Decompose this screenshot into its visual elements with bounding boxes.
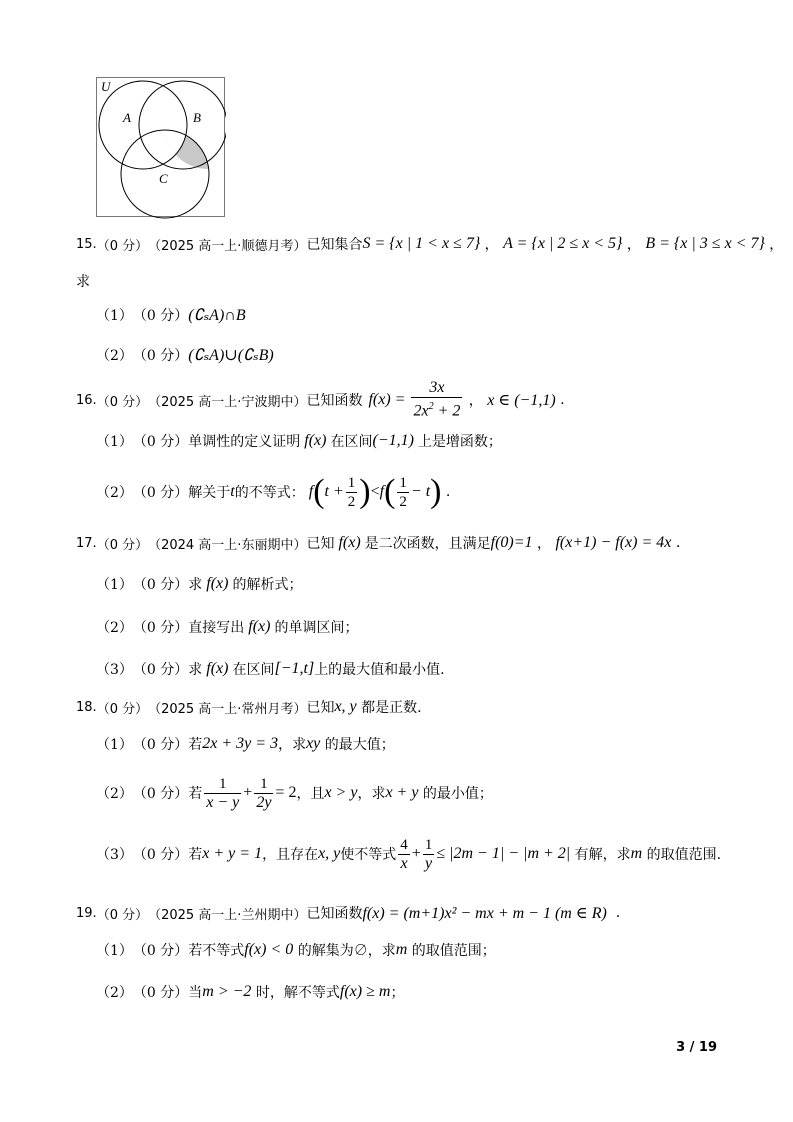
part-score: （0 分） [132, 308, 189, 324]
stem-text: 已知函数 [306, 393, 363, 409]
part-label: （3） [96, 847, 133, 863]
q17-stem: 17. （0 分） （2024 高一上·东丽期中） 已知 f(x) 是二次函数，且满足 f(0)=1 ， f(x+1) − f(x) = 4x . [76, 534, 681, 553]
q17-part-1: （1） （0 分） 求 f(x) 的解析式； [96, 575, 303, 593]
source: （2024 高一上·东丽期中） [148, 537, 307, 553]
q15-part-2 [96, 343, 274, 367]
part-score: （0 分） [132, 485, 189, 501]
function-def: f(x) = (m+1)x² − mx + m − 1 (m ∈ R) [362, 905, 607, 922]
part-label: （1） [96, 308, 133, 324]
set-c-label: C [159, 171, 168, 186]
set-a-def: A = {x | 2 ≤ x < 5} [503, 235, 623, 252]
question-number: 15. [76, 236, 97, 252]
universe-box [97, 78, 225, 217]
part-score: （0 分） [132, 577, 189, 593]
score: （0 分） [96, 238, 149, 254]
question-number: 19. [76, 905, 97, 921]
score: （0 分） [96, 537, 149, 553]
set-a-circle [99, 81, 187, 169]
source: （2025 高一上·常州月考） [148, 701, 307, 717]
part-label: （2） [96, 485, 133, 501]
condition-1: f(0)=1 [490, 534, 533, 551]
set-b-label: B [193, 110, 201, 125]
function-fraction: $\frac{3x}{2x^2 + 2}$ [413, 379, 461, 420]
q19-part-2: （2） （0 分） 当 m > −2 时，解不等式 f(x) ≥ m ； [96, 983, 405, 1001]
page-number: 3 / 19 [676, 1040, 717, 1055]
question-number: 16. [76, 392, 97, 408]
interval: [−1,t] [274, 660, 315, 677]
part-score: （0 分） [132, 737, 189, 753]
q17-part-3: （3） （0 分） 求 f(x) 在区间 [−1,t] 上的最大值和最小值. [96, 660, 445, 678]
q18-stem: 18. （0 分） （2025 高一上·常州月考） 已知 x, y 都是正数. [76, 698, 422, 717]
q16-part-2: （2） （0 分） 解关于 t 的不等式： f ( t + $\frac{1}{2}$ ) < f ( $\frac{1}{2}$ − t ) . [96, 473, 451, 510]
source: （2025 高一上·顺德月考） [148, 238, 307, 254]
ask-text: 求 [76, 274, 90, 290]
score: （0 分） [96, 394, 149, 410]
part-label: （2） [96, 786, 133, 802]
q19-stem: 19. （0 分） （2025 高一上·兰州期中） 已知函数 f(x) = (m+1)x² − mx + m − 1 (m ∈ R) . [76, 905, 621, 923]
domain: x ∈ (−1,1) [487, 392, 556, 409]
part-label: （2） [96, 620, 133, 636]
question-number: 18. [76, 699, 97, 715]
venn-diagram [96, 77, 226, 219]
part-score: （0 分） [132, 786, 189, 802]
part-expr: (∁ₛA)∪(∁ₛB) [188, 347, 274, 364]
part-score: （0 分） [132, 985, 189, 1001]
q16-part-1: （1） （0 分） 单调性的定义证明 f(x) 在区间 (−1,1) 上是增函数； [96, 432, 502, 450]
condition-2: f(x+1) − f(x) = 4x [555, 534, 672, 551]
part-expr: (∁ₛA)∩B [188, 307, 246, 324]
part-score: （0 分） [132, 847, 189, 863]
question-number: 17. [76, 535, 97, 551]
q15-part-1 [96, 303, 246, 327]
part-label: （1） [96, 737, 133, 753]
part-label: （2） [96, 985, 133, 1001]
part-label: （2） [96, 348, 133, 364]
q15-ask [76, 270, 90, 292]
score: （0 分） [96, 701, 149, 717]
universe-label: U [101, 79, 111, 94]
part-score: （0 分） [132, 620, 189, 636]
part-label: （1） [96, 434, 133, 450]
part-score: （0 分） [132, 434, 189, 450]
q19-part-1: （1） （0 分） 若不等式 f(x) < 0 的解集为∅，求 m 的取值范围； [96, 941, 496, 959]
set-s-def: S = {x | 1 < x ≤ 7} [362, 235, 481, 252]
set-b-def: B = {x | 3 ≤ x < 7} [645, 235, 765, 252]
part-label: （1） [96, 943, 133, 959]
source: （2025 高一上·宁波期中） [148, 394, 307, 410]
q15-stem: 15. （0 分） （2025 高一上·顺德月考） 已知集合 S = {x | 1 < x ≤ 7} ， A = {x | 2 ≤ x < 5} ， B = {x | 3 ≤ x < 7} ， [76, 235, 784, 254]
score: （0 分） [96, 907, 149, 923]
q18-part-2: （2） （0 分） 若 $\frac{1}{x - y}$ + $\frac{1}{2y}$ = 2 ，且 x > y ，求 x + y 的最小值； [96, 775, 493, 811]
shaded-region [96, 77, 226, 219]
q17-part-2: （2） （0 分） 直接写出 f(x) 的单调区间； [96, 618, 359, 636]
q18-part-1: （1） （0 分） 若 2x + 3y = 3 ，求 xy 的最大值； [96, 735, 395, 753]
q16-stem: 16. （0 分） （2025 高一上·宁波期中） 已知函数 f(x) = $\frac{3x}{2x^2 + 2}$ ， x ∈ (−1,1) . [76, 379, 565, 420]
q18-part-3: （3） （0 分） 若 x + y = 1 ，且存在 x, y 使不等式 $\frac{4}{x}$ + $\frac{1}{y}$ ≤ |2m − 1| − |m + 2| 有解，求 m 的取值范围. [96, 836, 722, 872]
part-label: （1） [96, 577, 133, 593]
part-score: （0 分） [132, 662, 189, 678]
part-score: （0 分） [132, 943, 189, 959]
function-def: f(x) = [368, 391, 410, 408]
stem-text: 已知集合 [306, 237, 363, 253]
set-a-label: A [123, 110, 131, 125]
part-score: （0 分） [132, 348, 189, 364]
source: （2025 高一上·兰州期中） [148, 907, 307, 923]
part-label: （3） [96, 662, 133, 678]
